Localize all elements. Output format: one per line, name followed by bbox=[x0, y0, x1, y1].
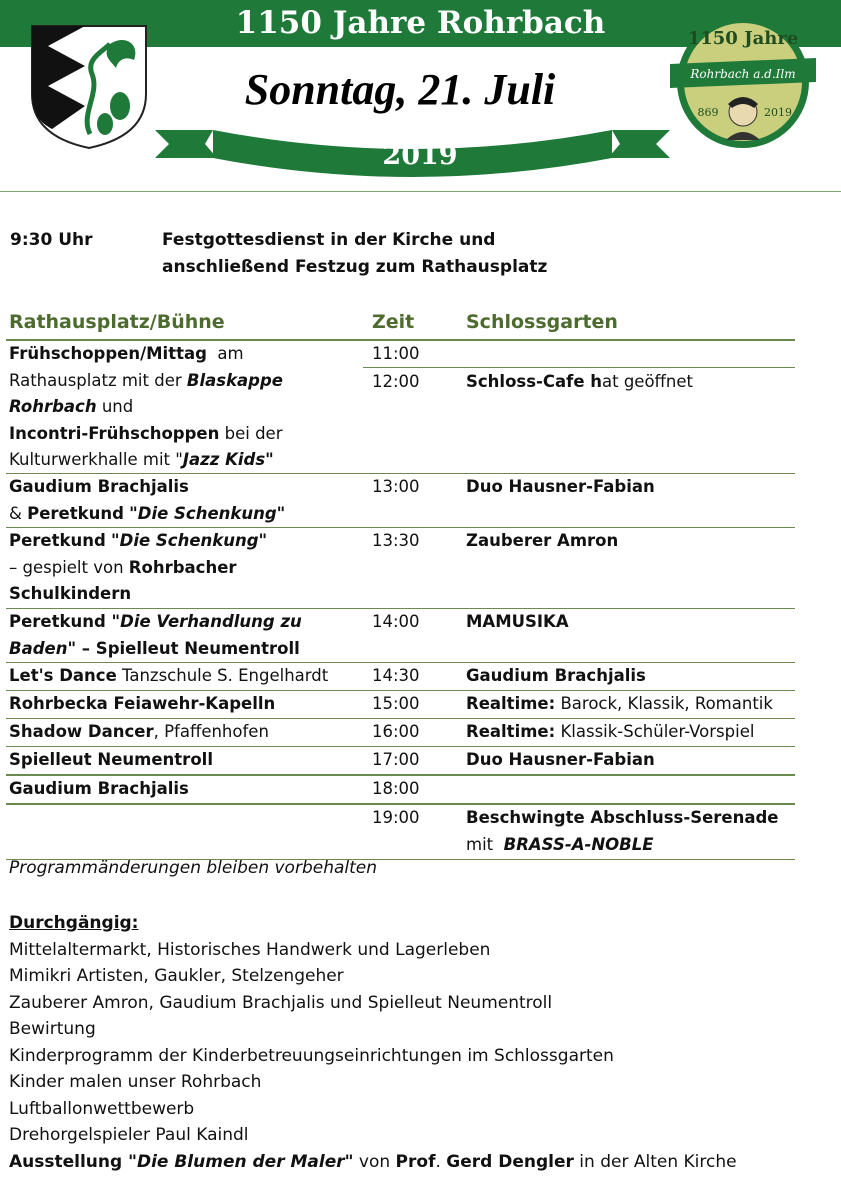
seal-right-year: 2019 bbox=[764, 106, 792, 119]
coat-of-arms-icon bbox=[30, 24, 148, 150]
list-item-exhibition bbox=[9, 1149, 737, 1176]
header bbox=[0, 0, 841, 192]
event-year: 2019 bbox=[382, 140, 458, 171]
garden-text: Barock, Klassik, Romantik bbox=[555, 694, 773, 713]
exhibition-artist: Gerd Dengler bbox=[446, 1151, 574, 1172]
exhibition-label: Ausstellung bbox=[9, 1151, 129, 1172]
intro-line: Festgottesdienst in der Kirche und bbox=[162, 230, 496, 250]
act-text: & bbox=[9, 503, 28, 523]
garden-cell: Gaudium Brachjalis bbox=[466, 666, 646, 685]
table-row bbox=[6, 474, 795, 528]
garden-text: mit bbox=[466, 834, 504, 854]
stage-cell: Spielleut Neumentroll bbox=[9, 750, 213, 769]
list-item: Zauberer Amron, Gaudium Brachjalis und Spielleut Neumentroll bbox=[9, 992, 553, 1013]
act-text: und bbox=[96, 397, 134, 416]
act-name: Gaudium Brachjalis bbox=[9, 477, 189, 496]
column-header-garden: Schlossgarten bbox=[466, 311, 618, 333]
list-item: Drehorgelspieler Paul Kaindl bbox=[9, 1125, 249, 1145]
exhibition-title: "Die Blumen der Maler" bbox=[128, 1151, 354, 1172]
stage-cell: Rohrbecka Feiawehr-Kapelln bbox=[9, 694, 276, 713]
act-text: Tanzschule S. Engelhardt bbox=[116, 666, 329, 685]
time-cell: 14:00 bbox=[372, 612, 420, 631]
continuous-section bbox=[9, 910, 737, 1175]
time-cell: 11:00 bbox=[372, 344, 420, 363]
list-item: Mimikri Artisten, Gaukler, Stelzengeher bbox=[9, 966, 344, 986]
time-cell: 18:00 bbox=[372, 779, 420, 798]
time-cell: 12:00 bbox=[372, 372, 420, 391]
garden-cell bbox=[466, 369, 796, 396]
table-row bbox=[6, 776, 795, 805]
column-header-time: Zeit bbox=[372, 311, 415, 333]
exhibition-text: von bbox=[353, 1151, 396, 1172]
time-cell: 19:00 bbox=[372, 808, 420, 827]
program-note: Programmänderungen bleiben vorbehalten bbox=[9, 858, 378, 878]
garden-cell bbox=[466, 719, 796, 746]
garden-text: at geöffnet bbox=[602, 372, 693, 391]
act-name: Shadow Dancer bbox=[9, 722, 154, 741]
act-name: Rohrbach bbox=[9, 397, 97, 416]
garden-cell bbox=[466, 691, 796, 718]
list-item: Luftballonwettbewerb bbox=[9, 1098, 195, 1119]
garden-name: Schloss-Cafe h bbox=[466, 372, 602, 391]
list-item: Mittelaltermarkt, Historisches Handwerk und Lagerleben bbox=[9, 939, 491, 960]
act-name: Rohrbacher bbox=[128, 557, 237, 577]
time-cell: 16:00 bbox=[372, 722, 420, 741]
act-text: Kulturwerkhalle mit " bbox=[9, 450, 183, 469]
column-header-stage: Rathausplatz/Bühne bbox=[9, 311, 225, 333]
table-row bbox=[6, 805, 795, 860]
time-cell: 17:00 bbox=[372, 750, 420, 769]
stage-cell: Gaudium Brachjalis bbox=[9, 779, 189, 798]
intro-line: anschließend Festzug zum Rathausplatz bbox=[162, 257, 548, 277]
garden-cell: Duo Hausner-Fabian bbox=[466, 477, 655, 496]
intro-description bbox=[162, 227, 762, 281]
event-title: 1150 Jahre Rohrbach bbox=[235, 5, 606, 41]
time-cell: 15:00 bbox=[372, 694, 420, 713]
garden-cell: MAMUSIKA bbox=[466, 612, 569, 631]
time-cell: 13:30 bbox=[372, 531, 420, 550]
time-cell: 14:30 bbox=[372, 666, 420, 685]
garden-cell bbox=[466, 805, 796, 858]
stage-cell bbox=[9, 528, 364, 608]
seal-banner-text: Rohrbach a.d.Ilm bbox=[690, 67, 796, 81]
act-name: "Die Verhandlung zu bbox=[111, 612, 302, 631]
garden-cell: Duo Hausner-Fabian bbox=[466, 750, 655, 769]
table-row bbox=[6, 528, 795, 609]
act-name: "Die Schenkung" bbox=[111, 531, 268, 550]
time-cell: 13:00 bbox=[372, 477, 420, 496]
exhibition-text: . bbox=[435, 1151, 447, 1172]
exhibition-artist-title: Prof bbox=[395, 1151, 436, 1172]
garden-cell: Zauberer Amron bbox=[466, 531, 619, 550]
table-row bbox=[6, 341, 795, 474]
seal-left-year: 869 bbox=[697, 106, 719, 119]
act-name: Blaskappe bbox=[186, 370, 283, 390]
act-name: "Die Schenkung" bbox=[129, 503, 286, 523]
table-row bbox=[6, 691, 795, 719]
act-name: Schulkindern bbox=[9, 584, 132, 603]
table-row bbox=[6, 747, 795, 776]
act-name: Frühschoppen/Mittag bbox=[9, 344, 207, 363]
exhibition-location: in der Alten Kirche bbox=[573, 1151, 737, 1172]
act-text: , Pfaffenhofen bbox=[153, 722, 269, 741]
table-row bbox=[6, 609, 795, 663]
table-row bbox=[6, 719, 795, 747]
garden-text: Klassik-Schüler-Vorspiel bbox=[555, 722, 755, 741]
list-item: Bewirtung bbox=[9, 1019, 96, 1039]
intro-time: 9:30 Uhr bbox=[10, 230, 93, 250]
act-name: Peretkund bbox=[9, 612, 106, 631]
act-name: Peretkund bbox=[27, 503, 124, 523]
act-text: bei der bbox=[219, 423, 283, 443]
act-name: Jazz Kids" bbox=[182, 450, 274, 469]
act-name: " – Spielleut Neumentroll bbox=[67, 638, 300, 658]
garden-name: Realtime: bbox=[466, 722, 556, 741]
stage-cell bbox=[9, 663, 364, 690]
list-item: Kinder malen unser Rohrbach bbox=[9, 1072, 262, 1092]
stage-cell bbox=[9, 341, 364, 474]
act-name: Peretkund bbox=[9, 531, 106, 550]
table-row bbox=[6, 663, 795, 691]
stage-cell bbox=[9, 719, 364, 746]
garden-name: Beschwingte Abschluss-Serenade bbox=[466, 808, 779, 827]
header-divider bbox=[0, 191, 841, 192]
act-name: Let's Dance bbox=[9, 666, 117, 685]
act-name: Baden bbox=[9, 638, 68, 658]
continuous-heading: Durchgängig: bbox=[9, 913, 139, 933]
row-divider bbox=[363, 367, 795, 368]
act-text: Rathausplatz mit der bbox=[9, 370, 187, 390]
act-text: – gespielt von bbox=[9, 557, 129, 577]
act-text: am bbox=[206, 344, 244, 363]
act-name: Incontri-Frühschoppen bbox=[9, 423, 220, 443]
garden-name: BRASS-A-NOBLE bbox=[503, 834, 654, 854]
event-date: Sonntag, 21. Juli bbox=[244, 65, 556, 114]
garden-name: Realtime: bbox=[466, 694, 556, 713]
list-item: Kinderprogramm der Kinderbetreuungseinrichtungen im Schlossgarten bbox=[9, 1045, 614, 1066]
stage-cell bbox=[9, 474, 364, 527]
stage-cell bbox=[9, 609, 364, 662]
anniversary-seal-icon bbox=[668, 12, 818, 152]
seal-top-text: 1150 Jahre bbox=[687, 28, 799, 49]
